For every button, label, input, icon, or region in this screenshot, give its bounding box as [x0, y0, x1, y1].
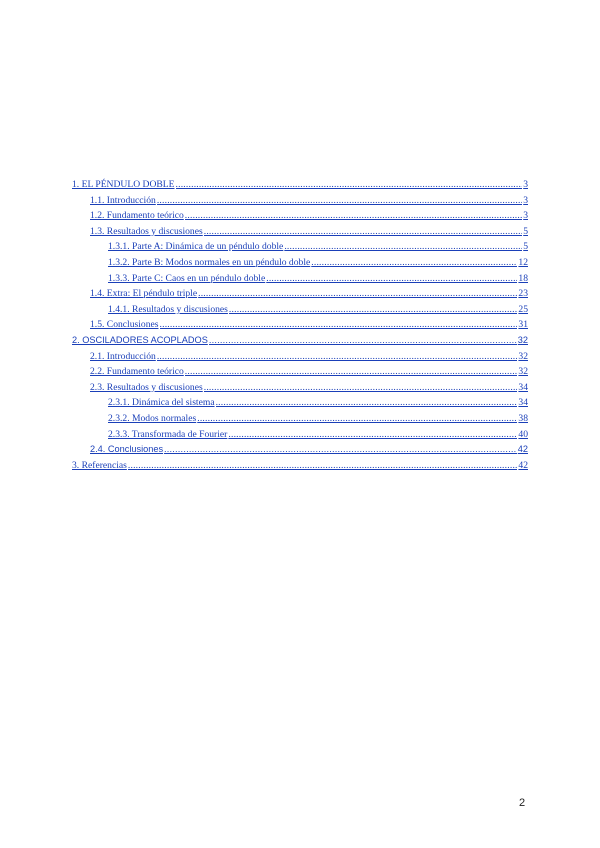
- toc-entry-title: 1. EL PÉNDULO DOBLE: [72, 179, 175, 190]
- toc-entry-2-3-3[interactable]: [72, 427, 528, 443]
- toc-entry-2-3-2[interactable]: [72, 411, 528, 427]
- toc-entry-title: 1.3.2. Parte B: Modos normales en un péndulo doble: [108, 256, 311, 268]
- toc-leader-dots: [197, 411, 517, 427]
- toc-entry-page: 31: [518, 319, 528, 331]
- toc-entry-page: 12: [518, 256, 528, 268]
- toc-entry-page: 5: [523, 241, 528, 253]
- toc-entry-2-4[interactable]: [72, 442, 528, 458]
- toc-entry-title: 2.1. Introducción: [90, 350, 156, 362]
- toc-entry-page: 42: [518, 459, 528, 471]
- toc-entry-title: 2.3.3. Transformada de Fourier: [108, 428, 228, 440]
- toc-leader-dots: [160, 317, 518, 333]
- toc-entry-page: 3: [523, 194, 528, 206]
- toc-entry-title: 2.3.1. Dinámica del sistema: [108, 397, 215, 409]
- toc-leader-dots: [185, 364, 518, 380]
- toc-entry-title: 2. OSCILADORES ACOPLADOS: [72, 334, 208, 345]
- toc-entry-1-2[interactable]: [72, 208, 528, 224]
- toc-leader-dots: [229, 302, 517, 318]
- table-of-contents: [72, 177, 528, 473]
- toc-leader-dots: [209, 333, 517, 349]
- toc-entry-title: 1.3. Resultados y discusiones: [90, 225, 203, 237]
- toc-entry-1-3[interactable]: [72, 224, 528, 240]
- toc-leader-dots: [176, 177, 523, 193]
- toc-leader-dots: [157, 193, 522, 209]
- toc-entry-title: 1.1. Introducción: [90, 194, 156, 206]
- toc-entry-page: 40: [518, 428, 528, 440]
- toc-entry-page: 5: [523, 225, 528, 237]
- toc-entry-page: 18: [518, 272, 528, 284]
- toc-entry-page: 25: [518, 303, 528, 315]
- toc-entry-page: 3: [523, 210, 528, 222]
- toc-leader-dots: [198, 286, 517, 302]
- toc-entry-1[interactable]: [72, 177, 528, 193]
- toc-leader-dots: [157, 349, 518, 365]
- toc-leader-dots: [204, 224, 522, 240]
- page-number: 2: [519, 797, 526, 809]
- toc-entry-1-5[interactable]: [72, 317, 528, 333]
- toc-entry-page: 32: [518, 350, 528, 362]
- toc-leader-dots: [204, 380, 518, 396]
- toc-entry-title: 1.3.3. Parte C: Caos en un péndulo doble: [108, 272, 266, 284]
- toc-leader-dots: [185, 208, 522, 224]
- toc-leader-dots: [164, 442, 517, 458]
- toc-entry-page: 42: [517, 444, 528, 455]
- toc-leader-dots: [228, 427, 517, 443]
- toc-entry-title: 2.2. Fundamento teórico: [90, 366, 184, 378]
- toc-entry-page: 38: [518, 412, 528, 424]
- toc-entry-title: 3. Referencias: [72, 459, 127, 471]
- toc-entry-3[interactable]: [72, 458, 528, 474]
- toc-entry-1-1[interactable]: [72, 193, 528, 209]
- toc-leader-dots: [216, 395, 518, 411]
- toc-entry-title: 1.2. Fundamento teórico: [90, 210, 184, 222]
- toc-leader-dots: [284, 239, 522, 255]
- toc-entry-1-3-1[interactable]: [72, 239, 528, 255]
- toc-leader-dots: [311, 255, 517, 271]
- toc-entry-1-3-2[interactable]: [72, 255, 528, 271]
- toc-entry-title: 2.3.2. Modos normales: [108, 412, 197, 424]
- toc-entry-title: 1.4. Extra: El péndulo triple: [90, 288, 198, 300]
- toc-entry-page: 3: [523, 179, 528, 190]
- toc-entry-1-4[interactable]: [72, 286, 528, 302]
- toc-entry-2-3-1[interactable]: [72, 395, 528, 411]
- toc-leader-dots: [128, 458, 518, 474]
- toc-entry-title: 1.3.1. Parte A: Dinámica de un péndulo doble: [108, 241, 284, 253]
- toc-entry-2-2[interactable]: [72, 364, 528, 380]
- toc-entry-title: 1.5. Conclusiones: [90, 319, 159, 331]
- toc-leader-dots: [266, 271, 517, 287]
- toc-entry-2-1[interactable]: [72, 349, 528, 365]
- toc-entry-title: 1.4.1. Resultados y discusiones: [108, 303, 228, 315]
- toc-entry-1-4-1[interactable]: [72, 302, 528, 318]
- toc-entry-2-3[interactable]: [72, 380, 528, 396]
- toc-entry-title: 2.4. Conclusiones: [90, 444, 164, 455]
- toc-entry-1-3-3[interactable]: [72, 271, 528, 287]
- toc-entry-page: 34: [518, 397, 528, 409]
- toc-entry-page: 34: [518, 381, 528, 393]
- toc-entry-page: 32: [518, 366, 528, 378]
- toc-entry-2[interactable]: [72, 333, 528, 349]
- toc-entry-page: 32: [517, 334, 528, 345]
- toc-entry-title: 2.3. Resultados y discusiones: [90, 381, 203, 393]
- toc-entry-page: 23: [518, 288, 528, 300]
